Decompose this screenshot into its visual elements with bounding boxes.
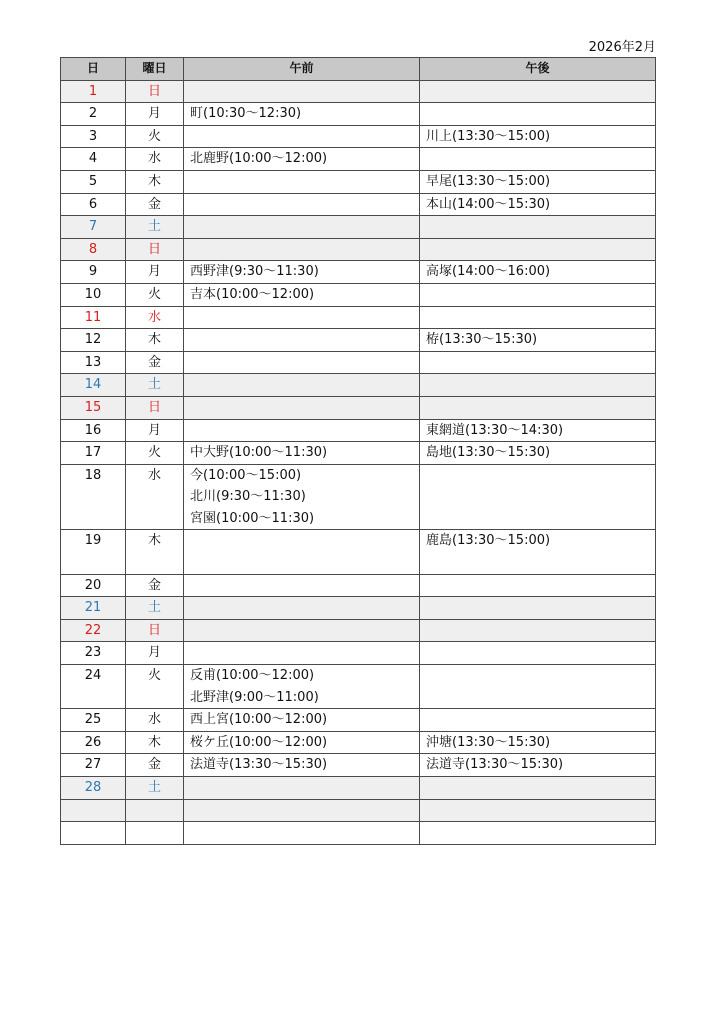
weekday-cell: 土 (126, 216, 184, 239)
pm-cell (420, 125, 656, 148)
pm-cell (420, 665, 656, 709)
table-row (61, 216, 656, 239)
table-row (61, 193, 656, 216)
weekday-cell: 日 (126, 238, 184, 261)
am-cell (184, 822, 420, 845)
table-row (61, 799, 656, 822)
weekday-cell: 火 (126, 665, 184, 709)
am-cell (184, 396, 420, 419)
col-header-am: 午前 (184, 58, 420, 81)
pm-cell (420, 103, 656, 126)
pm-cell (420, 419, 656, 442)
weekday-cell (126, 799, 184, 822)
am-cell (184, 261, 420, 284)
col-header-weekday: 曜日 (126, 58, 184, 81)
am-cell (184, 103, 420, 126)
pm-entry: 早尾(13:30～15:00) (426, 173, 551, 189)
am-entry: 北鹿野(10:00～12:00) (190, 151, 328, 167)
weekday-cell: 月 (126, 642, 184, 665)
header-row (61, 58, 656, 81)
am-cell (184, 619, 420, 642)
weekday-cell: 月 (126, 419, 184, 442)
am-entry: 宮園(10:00～11:30) (190, 510, 315, 526)
day-cell: 27 (61, 754, 126, 777)
table-row (61, 442, 656, 465)
day-cell: 15 (61, 396, 126, 419)
table-row (61, 329, 656, 352)
pm-entry: 川上(13:30～15:00) (426, 128, 551, 144)
am-entry: 北野津(9:00～11:00) (190, 689, 319, 705)
weekday-cell: 金 (126, 574, 184, 597)
pm-cell (420, 283, 656, 306)
am-cell (184, 530, 420, 574)
day-cell: 19 (61, 530, 126, 574)
am-cell (184, 777, 420, 800)
pm-cell (420, 619, 656, 642)
pm-cell (420, 464, 656, 530)
weekday-cell (126, 822, 184, 845)
weekday-cell: 土 (126, 777, 184, 800)
am-cell (184, 642, 420, 665)
pm-cell (420, 574, 656, 597)
page-date: 2026年2月 (588, 40, 656, 55)
table-row (61, 530, 656, 574)
day-cell (61, 799, 126, 822)
pm-cell (420, 731, 656, 754)
day-cell: 26 (61, 731, 126, 754)
day-cell: 16 (61, 419, 126, 442)
day-cell: 3 (61, 125, 126, 148)
am-entry: 北川(9:30～11:30) (190, 489, 306, 505)
am-cell (184, 238, 420, 261)
am-cell (184, 574, 420, 597)
pm-cell (420, 396, 656, 419)
am-cell (184, 351, 420, 374)
am-entry: 町(10:30～12:30) (190, 106, 302, 122)
weekday-cell: 月 (126, 261, 184, 284)
pm-cell (420, 216, 656, 239)
pm-cell (420, 642, 656, 665)
schedule-table (60, 57, 656, 845)
day-cell: 7 (61, 216, 126, 239)
day-cell: 11 (61, 306, 126, 329)
table-row (61, 238, 656, 261)
weekday-cell: 金 (126, 754, 184, 777)
am-cell (184, 464, 420, 530)
am-cell (184, 709, 420, 732)
table-row (61, 419, 656, 442)
table-row (61, 574, 656, 597)
table-row (61, 754, 656, 777)
weekday-cell: 木 (126, 329, 184, 352)
day-cell: 13 (61, 351, 126, 374)
day-cell: 23 (61, 642, 126, 665)
am-cell (184, 442, 420, 465)
day-cell: 21 (61, 597, 126, 620)
pm-entry: 本山(14:00～15:30) (426, 196, 551, 212)
pm-cell (420, 261, 656, 284)
day-cell: 14 (61, 374, 126, 397)
am-cell (184, 283, 420, 306)
day-cell: 10 (61, 283, 126, 306)
table-row (61, 103, 656, 126)
pm-cell (420, 148, 656, 171)
day-cell (61, 822, 126, 845)
table-row (61, 731, 656, 754)
weekday-cell: 日 (126, 396, 184, 419)
pm-cell (420, 799, 656, 822)
pm-entry: 高塚(14:00～16:00) (426, 264, 551, 280)
day-cell: 12 (61, 329, 126, 352)
am-cell (184, 125, 420, 148)
weekday-cell: 木 (126, 170, 184, 193)
pm-cell (420, 170, 656, 193)
pm-cell (420, 374, 656, 397)
day-cell: 6 (61, 193, 126, 216)
am-entry: 吉本(10:00～12:00) (190, 286, 315, 302)
table-row (61, 709, 656, 732)
day-cell: 24 (61, 665, 126, 709)
pm-cell (420, 754, 656, 777)
weekday-cell: 水 (126, 709, 184, 732)
pm-cell (420, 193, 656, 216)
pm-cell (420, 530, 656, 574)
table-row (61, 148, 656, 171)
weekday-cell: 火 (126, 125, 184, 148)
am-cell (184, 148, 420, 171)
weekday-cell: 水 (126, 464, 184, 530)
table-row (61, 170, 656, 193)
am-cell (184, 193, 420, 216)
table-row (61, 374, 656, 397)
table-row (61, 597, 656, 620)
pm-cell (420, 306, 656, 329)
table-row (61, 80, 656, 103)
day-cell: 4 (61, 148, 126, 171)
weekday-cell: 日 (126, 80, 184, 103)
am-cell (184, 665, 420, 709)
weekday-cell: 月 (126, 103, 184, 126)
table-row (61, 665, 656, 709)
pm-cell (420, 597, 656, 620)
pm-cell (420, 238, 656, 261)
col-header-pm: 午後 (420, 58, 656, 81)
am-cell (184, 374, 420, 397)
day-cell: 17 (61, 442, 126, 465)
weekday-cell: 火 (126, 283, 184, 306)
weekday-cell: 土 (126, 374, 184, 397)
day-cell: 22 (61, 619, 126, 642)
table-row (61, 619, 656, 642)
day-cell: 5 (61, 170, 126, 193)
table-row (61, 464, 656, 530)
pm-entry: 栫(13:30～15:30) (426, 332, 538, 348)
col-header-day: 日 (61, 58, 126, 81)
weekday-cell: 土 (126, 597, 184, 620)
pm-cell (420, 822, 656, 845)
table-row (61, 261, 656, 284)
am-entry: 法道寺(13:30～15:30) (190, 757, 328, 773)
am-cell (184, 754, 420, 777)
day-cell: 28 (61, 777, 126, 800)
pm-entry: 沖塘(13:30～15:30) (426, 734, 551, 750)
am-cell (184, 419, 420, 442)
pm-cell (420, 709, 656, 732)
am-entry: 反甫(10:00～12:00) (190, 668, 315, 684)
pm-entry: 鹿島(13:30～15:00) (426, 533, 551, 549)
day-cell: 1 (61, 80, 126, 103)
pm-cell (420, 329, 656, 352)
day-cell: 20 (61, 574, 126, 597)
am-cell (184, 329, 420, 352)
pm-cell (420, 80, 656, 103)
weekday-cell: 木 (126, 731, 184, 754)
table-row (61, 351, 656, 374)
pm-entry: 島地(13:30～15:30) (426, 445, 551, 461)
weekday-cell: 火 (126, 442, 184, 465)
am-cell (184, 80, 420, 103)
weekday-cell: 木 (126, 530, 184, 574)
am-entry: 桜ケ丘(10:00～12:00) (190, 734, 328, 750)
table-row (61, 306, 656, 329)
weekday-cell: 日 (126, 619, 184, 642)
table-row (61, 642, 656, 665)
am-cell (184, 306, 420, 329)
table-row (61, 822, 656, 845)
am-entry: 西野津(9:30～11:30) (190, 264, 319, 280)
pm-cell (420, 351, 656, 374)
pm-cell (420, 442, 656, 465)
day-cell: 25 (61, 709, 126, 732)
pm-cell (420, 777, 656, 800)
am-cell (184, 597, 420, 620)
weekday-cell: 金 (126, 193, 184, 216)
am-entry: 今(10:00～15:00) (190, 467, 302, 483)
day-cell: 9 (61, 261, 126, 284)
am-entry: 中大野(10:00～11:30) (190, 445, 328, 461)
day-cell: 18 (61, 464, 126, 530)
pm-entry: 法道寺(13:30～15:30) (426, 757, 564, 773)
day-cell: 8 (61, 238, 126, 261)
table-row (61, 283, 656, 306)
am-cell (184, 731, 420, 754)
day-cell: 2 (61, 103, 126, 126)
table-row (61, 777, 656, 800)
pm-entry: 東網道(13:30～14:30) (426, 422, 564, 438)
table-row (61, 396, 656, 419)
am-cell (184, 170, 420, 193)
weekday-cell: 水 (126, 148, 184, 171)
weekday-cell: 水 (126, 306, 184, 329)
table-row (61, 125, 656, 148)
am-entry: 西上宮(10:00～12:00) (190, 712, 328, 728)
am-cell (184, 216, 420, 239)
am-cell (184, 799, 420, 822)
weekday-cell: 金 (126, 351, 184, 374)
